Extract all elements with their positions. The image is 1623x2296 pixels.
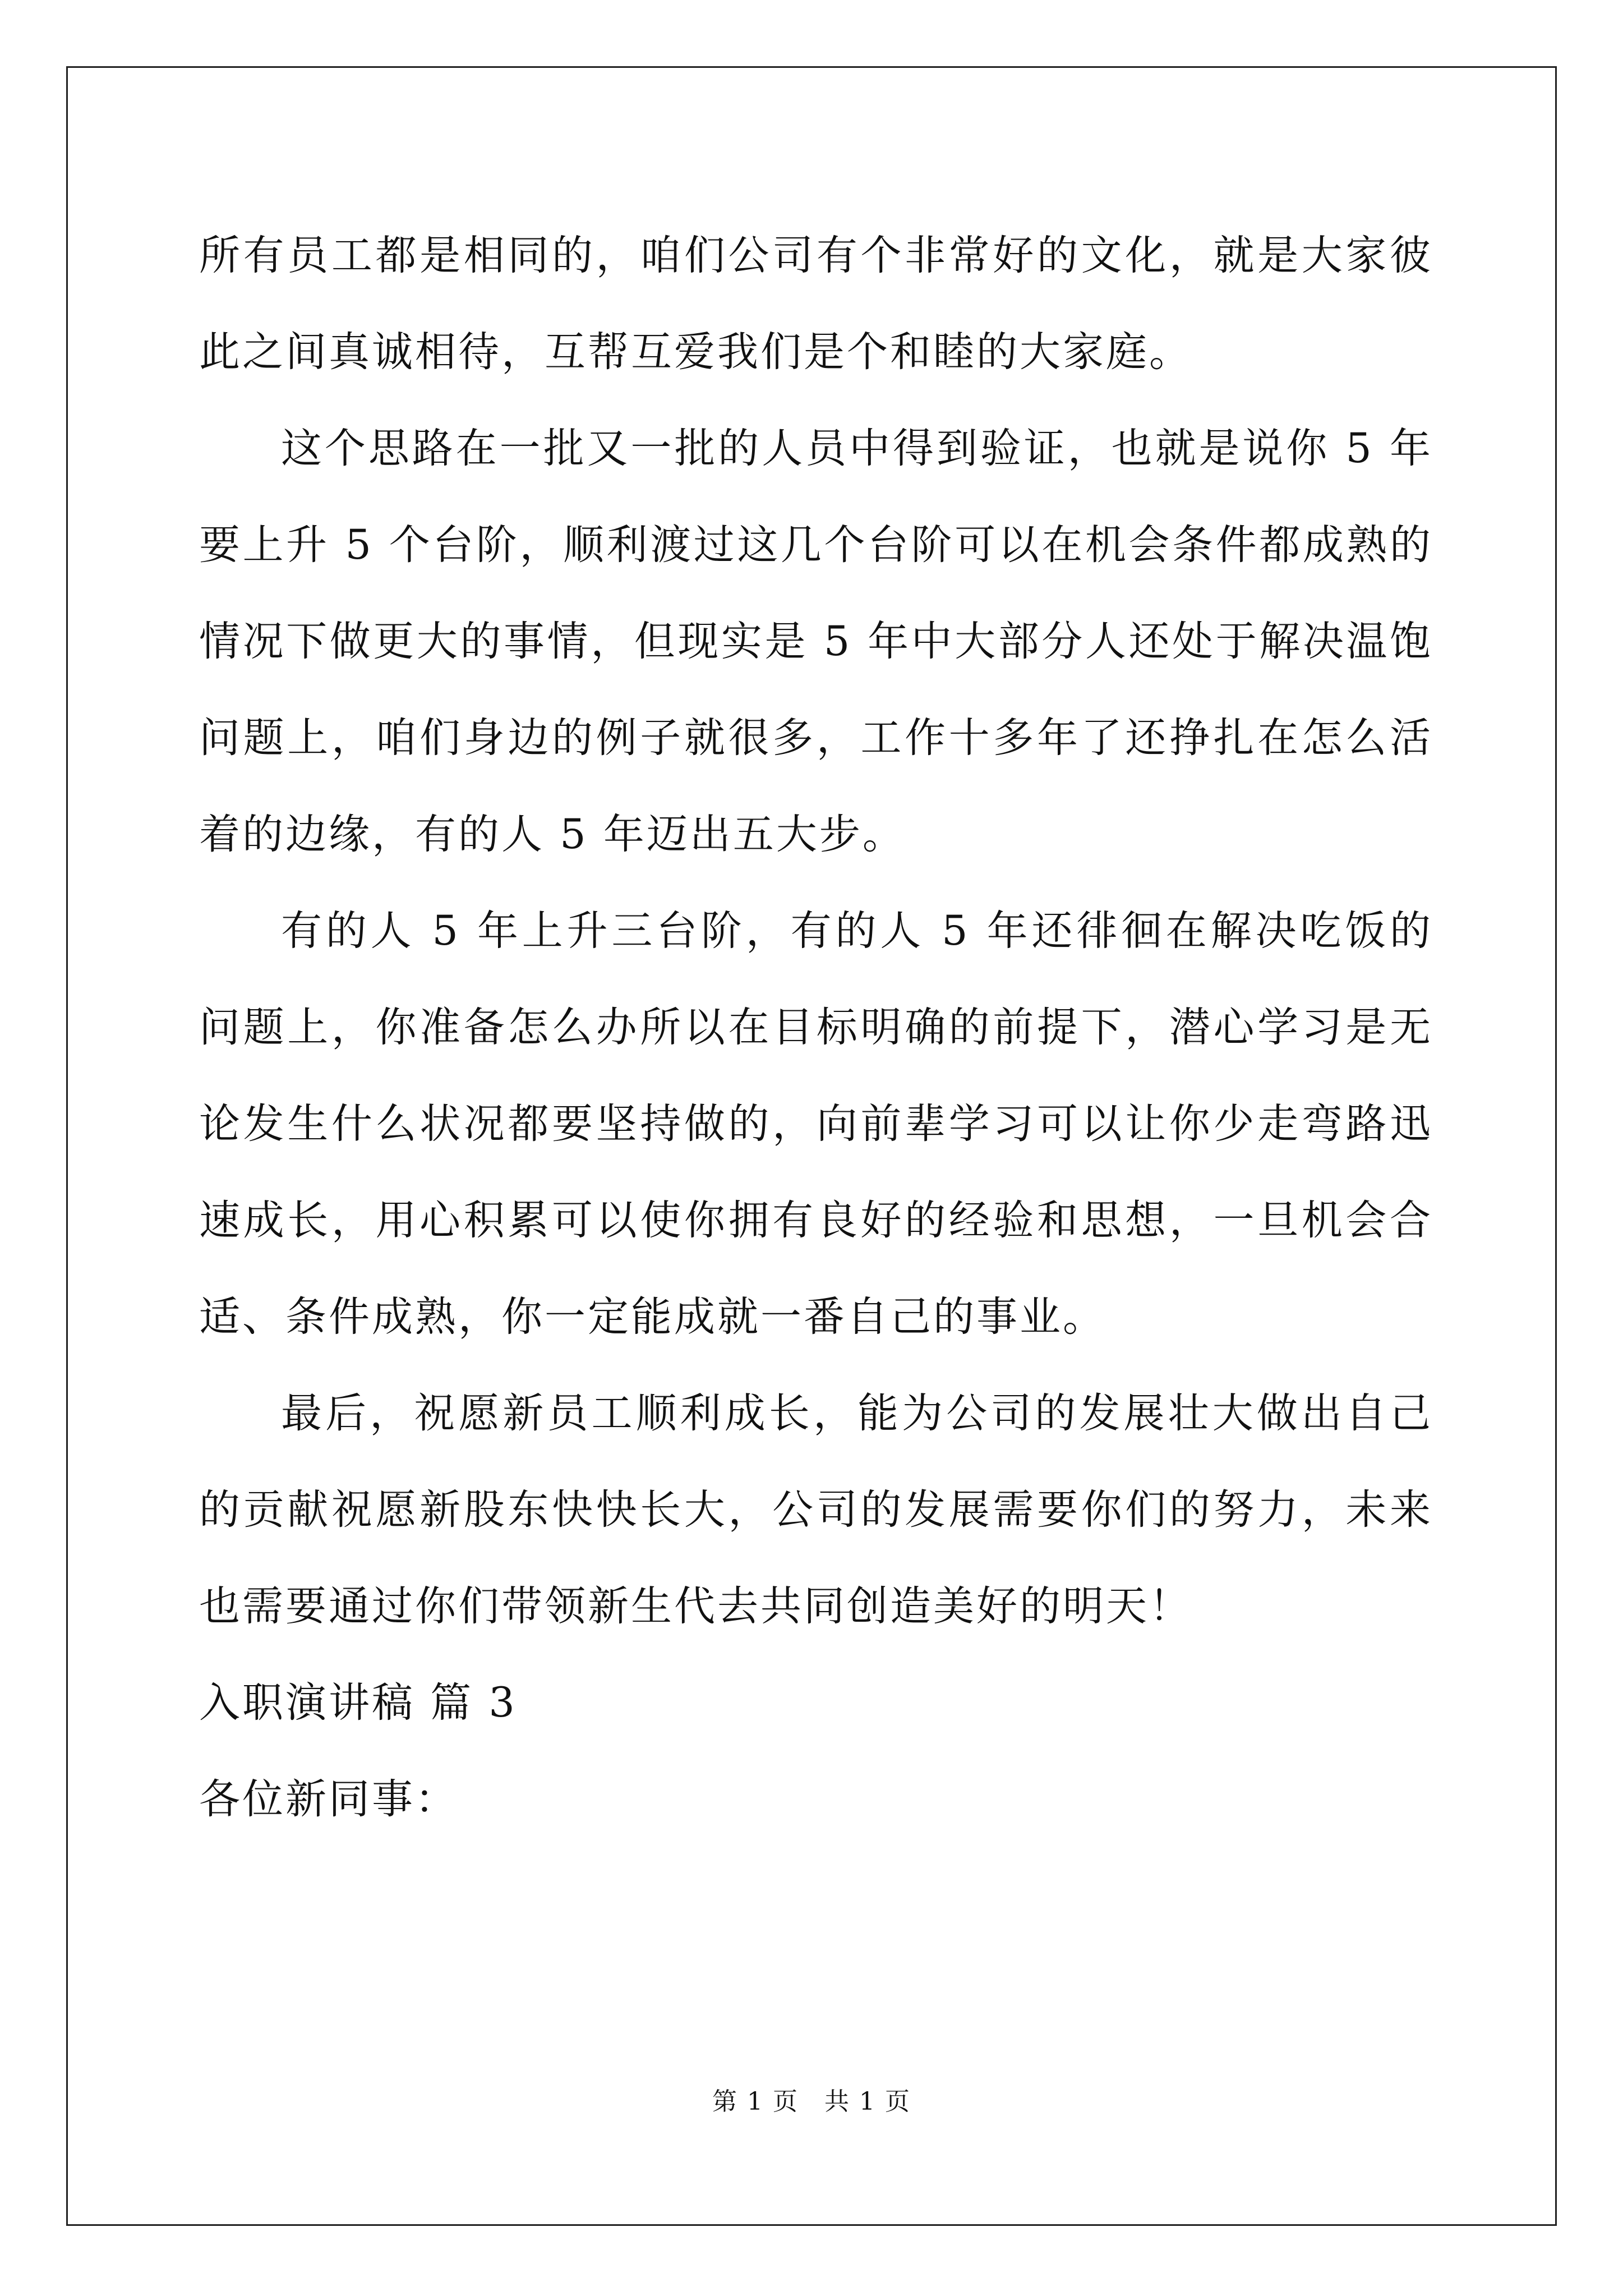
paragraph-1: 所有员工都是相同的，咱们公司有个非常好的文化，就是大家彼此之间真诚相待，互帮互爱我们是个和睦的大家庭。 bbox=[199, 232, 1433, 376]
document-body bbox=[199, 208, 1433, 1848]
section-heading: 入职演讲稿 篇 3 bbox=[199, 1679, 517, 1727]
paragraph-3: 有的人 5 年上升三台阶，有的人 5 年还徘徊在解决吃饭的问题上，你准备怎么办所以在目标明确的前提下，潜心学习是无论发生什么状况都要坚持做的，向前辈学习可以让你少走弯路迅速成长，用心积累可以使你拥有良好的经验和思想，一旦机会合适、条件成熟，你一定能成就一番自己的事业。 bbox=[199, 907, 1433, 1341]
page-footer: 第 1 页 共 1 页 bbox=[712, 2087, 911, 2116]
salutation: 各位新同事： bbox=[199, 1775, 458, 1823]
paragraph-4: 最后，祝愿新员工顺利成长，能为公司的发展壮大做出自己的贡献祝愿新股东快快长大，公司的发展需要你们的努力，未来也需要通过你们带领新生代去共同创造美好的明天！ bbox=[199, 1389, 1433, 1630]
paragraph-2: 这个思路在一批又一批的人员中得到验证，也就是说你 5 年要上升 5 个台阶，顺利渡过这几个台阶可以在机会条件都成熟的情况下做更大的事情，但现实是 5 年中大部分人还处于解决温饱问题上，咱们身边的例子就很多，工作十多年了还挣扎在怎么活着的边缘，有的人 5 年迈出五大步。 bbox=[199, 425, 1433, 858]
